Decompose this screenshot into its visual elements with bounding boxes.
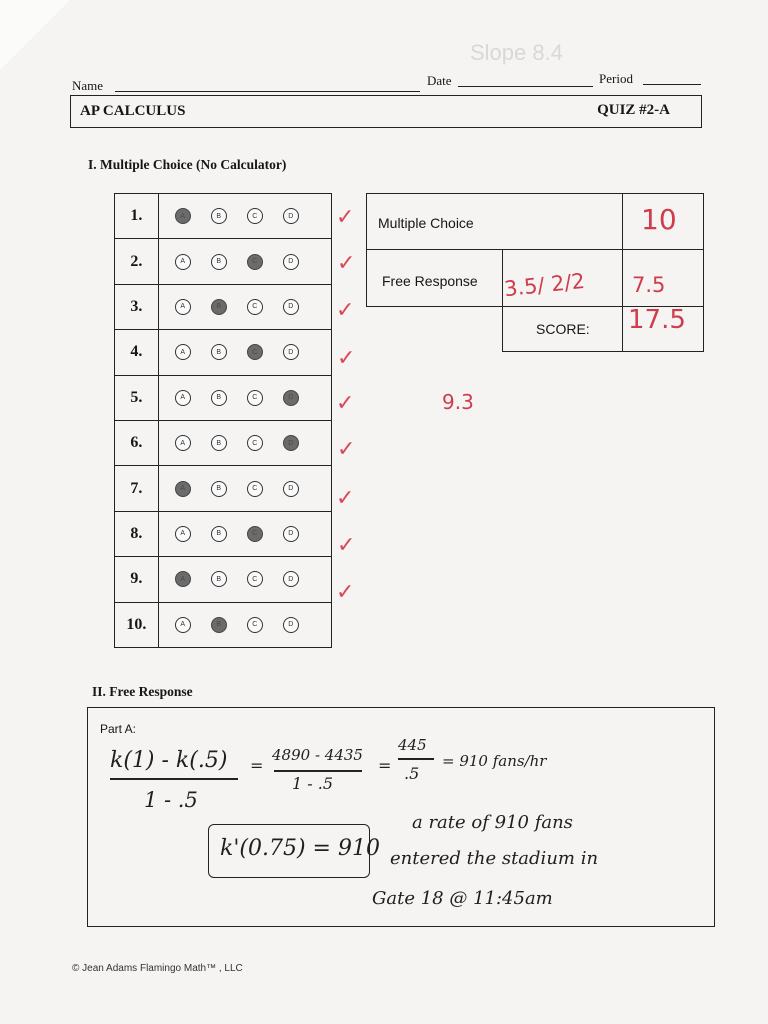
period-label: Period	[599, 71, 633, 86]
equals-2: =	[378, 756, 392, 775]
answer-bubble-a[interactable]: A	[175, 208, 191, 224]
check-mark: ✓	[336, 204, 355, 229]
section-free-response-heading: II. Free Response	[92, 684, 193, 699]
mc-row	[115, 557, 332, 602]
answer-bubble-c[interactable]: C	[247, 299, 263, 315]
answer-bubble-b[interactable]: B	[211, 390, 227, 406]
question-number: 4.	[115, 330, 159, 375]
equals-1: =	[250, 756, 264, 775]
name-line	[115, 91, 420, 92]
title-box	[70, 95, 702, 128]
check-mark: ✓	[337, 250, 356, 276]
answer-bubbles	[158, 284, 331, 329]
rate-result: = 910 fans/hr	[442, 752, 547, 770]
question-number: 9.	[115, 557, 159, 602]
part-a-label: Part A:	[100, 722, 137, 736]
free-response-score-label: Free Response	[382, 273, 478, 289]
fr-score-fraction: 3.5/ 2/2	[502, 268, 586, 302]
question-number: 6.	[115, 420, 159, 465]
answer-bubble-d[interactable]: D	[283, 344, 299, 360]
free-response-box	[87, 707, 715, 927]
answer-bubbles	[158, 557, 331, 602]
answer-bubble-c[interactable]: C	[247, 344, 263, 360]
answer-bubble-d[interactable]: D	[283, 390, 299, 406]
check-mark: ✓	[337, 436, 356, 461]
lhs-numerator: k(1) - k(.5)	[110, 748, 228, 773]
answer-bubble-a[interactable]: A	[175, 390, 191, 406]
mc-row	[115, 602, 332, 647]
folded-corner	[0, 0, 70, 70]
answer-bubbles	[158, 375, 331, 420]
check-mark: ✓	[337, 345, 356, 371]
mc-row	[115, 375, 332, 420]
date-label: Date	[427, 73, 452, 88]
mc-row	[115, 194, 332, 239]
name-label: Name	[72, 78, 104, 93]
answer-bubble-b[interactable]: B	[211, 481, 227, 497]
answer-bubble-a[interactable]: A	[175, 617, 191, 633]
mid-fraction-bar	[274, 770, 362, 772]
mc-row	[115, 239, 332, 284]
question-number: 1.	[115, 194, 159, 239]
copyright-footer: © Jean Adams Flamingo Math™ , LLC	[72, 963, 243, 974]
answer-bubble-d[interactable]: D	[283, 299, 299, 315]
answer-bubble-b[interactable]: B	[211, 526, 227, 542]
fr-score-value: 7.5	[632, 273, 666, 297]
sentence-line-1: a rate of 910 fans	[412, 812, 573, 833]
right-numerator: 445	[398, 736, 427, 754]
answer-bubble-b[interactable]: B	[211, 299, 227, 315]
sentence-line-3: Gate 18 @ 11:45am	[372, 888, 553, 909]
answer-bubble-c[interactable]: C	[247, 481, 263, 497]
answer-bubbles	[158, 466, 331, 511]
mc-row	[115, 420, 332, 465]
lhs-denominator: 1 - .5	[144, 788, 198, 812]
right-denominator: .5	[404, 764, 420, 783]
answer-bubble-d[interactable]: D	[283, 481, 299, 497]
answer-bubble-c[interactable]: C	[247, 208, 263, 224]
question-number: 10.	[115, 602, 159, 647]
boxed-answer: k'(0.75) = 910	[220, 836, 380, 861]
answer-bubble-c[interactable]: C	[247, 526, 263, 542]
mc-row	[115, 466, 332, 511]
course-title: AP CALCULUS	[80, 103, 186, 119]
answer-bubble-c[interactable]: C	[247, 254, 263, 270]
check-mark: ✓	[336, 296, 355, 322]
quiz-title: QUIZ #2-A	[597, 102, 670, 118]
mid-numerator: 4890 - 4435	[272, 746, 363, 764]
answer-bubble-b[interactable]: B	[211, 344, 227, 360]
answer-bubble-d[interactable]: D	[283, 254, 299, 270]
answer-bubble-b[interactable]: B	[211, 208, 227, 224]
total-score-value: 17.5	[628, 305, 686, 335]
question-number: 2.	[115, 239, 159, 284]
question-number: 8.	[115, 511, 159, 556]
check-mark: ✓	[336, 389, 355, 415]
answer-bubbles	[158, 602, 331, 647]
section-multiple-choice-heading: I. Multiple Choice (No Calculator)	[88, 157, 287, 172]
check-mark: ✓	[336, 485, 355, 511]
answer-bubble-d[interactable]: D	[283, 208, 299, 224]
answer-bubble-a[interactable]: A	[175, 344, 191, 360]
mc-row	[115, 330, 332, 375]
answer-bubbles	[158, 239, 331, 284]
mid-denominator: 1 - .5	[292, 774, 334, 793]
answer-bubble-b[interactable]: B	[211, 571, 227, 587]
answer-bubble-a[interactable]: A	[175, 571, 191, 587]
mc-row	[115, 511, 332, 556]
answer-bubble-c[interactable]: C	[247, 617, 263, 633]
question-number: 7.	[115, 466, 159, 511]
answer-bubble-b[interactable]: B	[211, 435, 227, 451]
answer-bubbles	[158, 330, 331, 375]
right-fraction-bar	[398, 758, 434, 760]
answer-bubble-a[interactable]: A	[175, 299, 191, 315]
answer-bubble-c[interactable]: C	[247, 390, 263, 406]
answer-bubble-c[interactable]: C	[247, 435, 263, 451]
check-mark: ✓	[336, 579, 355, 605]
mc-score-value: 10	[641, 203, 677, 236]
answer-bubbles	[158, 420, 331, 465]
score-box	[366, 193, 704, 352]
question-number: 5.	[115, 375, 159, 420]
multiple-choice-grid	[114, 193, 332, 648]
lhs-fraction-bar	[110, 778, 238, 780]
answer-bubble-d[interactable]: D	[283, 571, 299, 587]
multiple-choice-score-label: Multiple Choice	[378, 215, 474, 231]
answer-bubble-a[interactable]: A	[175, 481, 191, 497]
date-line	[458, 86, 593, 87]
check-mark: ✓	[337, 531, 356, 557]
margin-note: 9.3	[442, 390, 474, 414]
answer-bubbles	[158, 194, 331, 239]
answer-bubble-c[interactable]: C	[247, 571, 263, 587]
question-number: 3.	[115, 284, 159, 329]
answer-bubble-a[interactable]: A	[175, 526, 191, 542]
answer-bubble-b[interactable]: B	[211, 254, 227, 270]
total-score-label: SCORE:	[536, 321, 590, 337]
period-line	[643, 84, 701, 85]
answer-bubble-a[interactable]: A	[175, 254, 191, 270]
answer-bubble-d[interactable]: D	[283, 526, 299, 542]
bleed-through-text: Slope 8.4	[470, 40, 563, 65]
answer-bubble-a[interactable]: A	[175, 435, 191, 451]
sentence-line-2: entered the stadium in	[390, 848, 599, 869]
answer-bubbles	[158, 511, 331, 556]
mc-row	[115, 284, 332, 329]
answer-bubble-d[interactable]: D	[283, 617, 299, 633]
answer-bubble-d[interactable]: D	[283, 435, 299, 451]
answer-bubble-b[interactable]: B	[211, 617, 227, 633]
